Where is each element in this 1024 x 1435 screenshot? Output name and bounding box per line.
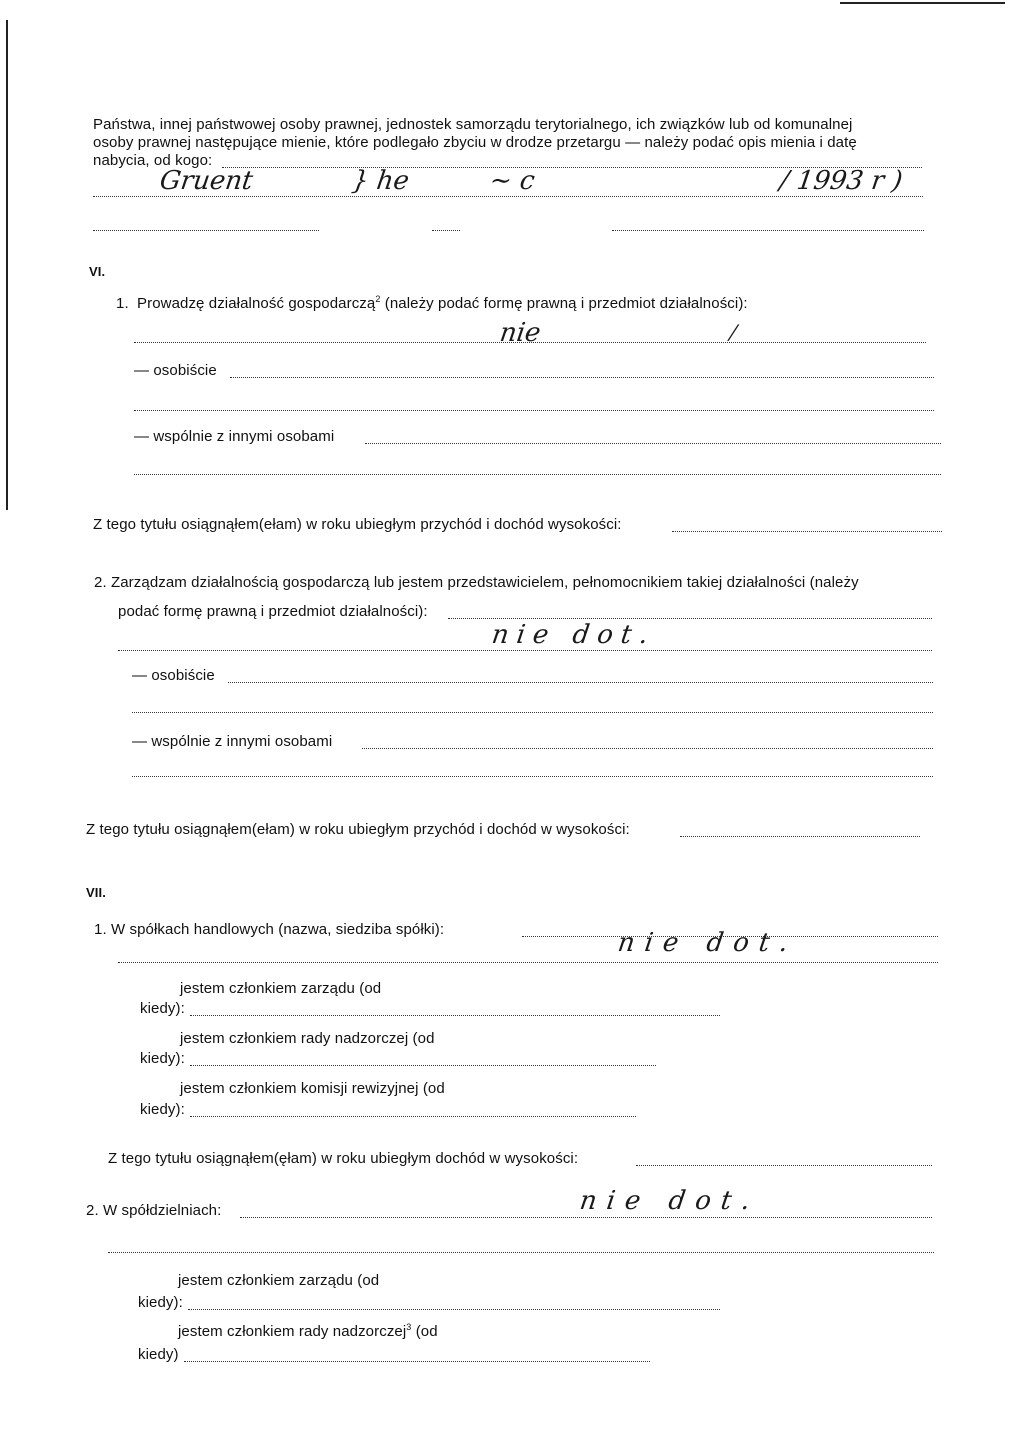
scan-edge-top xyxy=(840,2,1005,4)
s6-i1-handwriting-2: / xyxy=(728,320,739,344)
s6-i2-handwriting: nie dot. xyxy=(489,620,658,650)
s7-i2-supervisory-1: jestem członkiem rady nadzorczej$^3$ (od xyxy=(178,1322,438,1340)
s6-i2-personally-dots xyxy=(228,682,933,683)
s6-i1-jointly-dots-2 xyxy=(134,474,941,475)
intro-dotted-line-4 xyxy=(432,230,460,231)
intro-handwriting-1: Gruent xyxy=(157,166,255,196)
s6-i2-line-2: podać formę prawną i przedmiot działalności): xyxy=(118,603,428,620)
s6-i2-jointly: — wspólnie z innymi osobami xyxy=(132,733,333,750)
s7-i1-audit-dots xyxy=(190,1116,636,1117)
scan-edge-left xyxy=(6,20,8,510)
intro-line-1: Państwa, innej państwowej osoby prawnej, jednostek samorządu terytorialnego, ich związków lub od komunalnej xyxy=(93,116,853,133)
s7-i1-income: Z tego tytułu osiągnąłem(ęłam) w roku ubiegłym dochód w wysokości: xyxy=(108,1150,579,1167)
s7-i2-text: 2. W spółdzielniach: xyxy=(86,1202,222,1219)
s7-i2-board-dots xyxy=(188,1309,720,1310)
s7-i2-board-1: jestem członkiem zarządu (od xyxy=(178,1272,380,1289)
s6-i1-income-dots xyxy=(672,531,942,532)
s6-i1-personally-dots xyxy=(230,377,934,378)
s7-i1-board-dots xyxy=(190,1015,720,1016)
s7-i1-supervisory-1: jestem członkiem rady nadzorczej (od xyxy=(180,1030,435,1047)
s7-i1-handwriting: nie dot. xyxy=(615,928,800,958)
s7-i1-supervisory-dots xyxy=(190,1065,656,1066)
section-7-numeral: VII. xyxy=(86,885,106,900)
s7-i2-handwriting: nie dot. xyxy=(577,1186,762,1216)
s6-i2-personally-dots-2 xyxy=(132,712,933,713)
s6-i2-personally: — osobiście xyxy=(132,667,215,684)
s7-i1-text: 1. W spółkach handlowych (nazwa, siedziba spółki): xyxy=(94,921,445,938)
s7-i1-audit-1: jestem członkiem komisji rewizyjnej (od xyxy=(180,1080,445,1097)
s6-i1-income: Z tego tytułu osiągnąłem(ełam) w roku ubiegłym przychód i dochód wysokości: xyxy=(93,516,622,533)
s7-i1-income-dots xyxy=(636,1165,932,1166)
intro-line-2: osoby prawnej następujące mienie, które podlegało zbyciu w drodze przetargu — należy podać opis mienia i datę xyxy=(93,134,857,151)
s6-i2-dots-2 xyxy=(118,650,932,651)
s7-i1-board-2: kiedy): xyxy=(140,1000,185,1017)
intro-dotted-line-3 xyxy=(93,230,319,231)
intro-handwriting-4: / 1993 r ) xyxy=(777,166,905,196)
s6-i1-personally-dots-2 xyxy=(134,410,934,411)
s7-i2-supervisory-2: kiedy) xyxy=(138,1346,179,1363)
intro-handwriting-3: ~ c xyxy=(487,166,537,196)
intro-dotted-line-5 xyxy=(612,230,924,231)
s7-i1-dots-2 xyxy=(118,962,938,963)
s6-i1-jointly: — wspólnie z innymi osobami xyxy=(134,428,335,445)
s6-i2-line-1: 2. Zarządzam działalnością gospodarczą lub jestem przedstawicielem, pełnomocnikiem takiej działalności (należy xyxy=(94,574,859,591)
s7-i2-dots-2 xyxy=(108,1252,934,1253)
intro-handwriting-2: } he xyxy=(349,166,412,196)
s7-i2-board-2: kiedy): xyxy=(138,1294,183,1311)
s6-i2-jointly-dots xyxy=(362,748,933,749)
s7-i2-supervisory-dots xyxy=(184,1361,650,1362)
section-6-item-1-number: 1. xyxy=(116,295,129,312)
s6-i1-jointly-dots xyxy=(365,443,941,444)
s6-i2-income-dots xyxy=(680,836,920,837)
s7-i1-audit-2: kiedy): xyxy=(140,1101,185,1118)
s6-i1-personally: — osobiście xyxy=(134,362,217,379)
intro-line-3: nabycia, od kogo: xyxy=(93,152,213,169)
intro-dotted-line-2 xyxy=(93,196,923,197)
section-6-item-1-text: Prowadzę działalność gospodarczą$^2$ (należy podać formę prawną i przedmiot działalności): xyxy=(137,294,748,312)
s6-i1-handwriting-1: nie xyxy=(497,318,543,348)
s6-i2-income: Z tego tytułu osiągnąłem(ełam) w roku ubiegłym przychód i dochód w wysokości: xyxy=(86,821,630,838)
s7-i1-board-1: jestem członkiem zarządu (od xyxy=(180,980,382,997)
s6-i2-dots-1 xyxy=(448,618,932,619)
s6-i2-jointly-dots-2 xyxy=(132,776,933,777)
s7-i1-supervisory-2: kiedy): xyxy=(140,1050,185,1067)
section-6-numeral: VI. xyxy=(89,264,106,279)
s7-i2-dots-1 xyxy=(240,1217,932,1218)
